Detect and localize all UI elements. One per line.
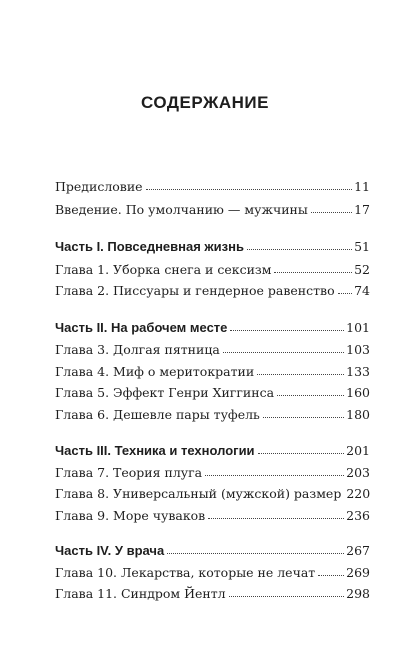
- toc-entry-page: 103: [346, 342, 370, 357]
- dot-leader: [318, 575, 344, 576]
- toc-entry-page: 133: [346, 364, 370, 379]
- toc-part-label: Часть III. Техника и технологии: [55, 443, 255, 458]
- toc-entry-label: Глава 5. Эффект Генри Хиггинса: [55, 385, 275, 400]
- toc-entry-chapter-10: [55, 558, 370, 580]
- toc-entry-page: 180: [346, 407, 370, 422]
- dot-leader: [338, 293, 352, 294]
- toc-entry-page: 17: [354, 202, 370, 217]
- toc-entry-label: Глава 7. Теория плуга: [55, 465, 203, 480]
- toc-entry-preface: [55, 172, 370, 194]
- toc-entry-chapter-11: [55, 579, 370, 601]
- toc-entry-label: Глава 2. Писсуары и гендерное равенство: [55, 283, 335, 298]
- toc-entry-label: Глава 11. Синдром Йентл: [55, 586, 226, 601]
- toc-entry-chapter-1: [55, 255, 370, 277]
- toc-entry-page: 52: [354, 262, 370, 277]
- dot-leader: [263, 417, 344, 418]
- toc-part-1: [55, 232, 370, 254]
- dot-leader: [277, 395, 344, 396]
- toc-entry-page: 101: [346, 320, 370, 335]
- toc-entry-page: 220: [346, 486, 371, 501]
- toc-entry-chapter-4: [55, 357, 370, 379]
- dot-leader: [229, 596, 345, 597]
- toc-entry-page: 298: [346, 586, 370, 601]
- toc-entry-page: 267: [346, 543, 370, 558]
- toc-part-label: Часть I. Повседневная жизнь: [55, 239, 244, 254]
- dot-leader: [146, 189, 353, 190]
- dot-leader: [258, 453, 345, 454]
- dot-leader: [247, 249, 352, 250]
- dot-leader: [167, 553, 344, 554]
- toc-entry-label: Глава 4. Миф о меритократии: [55, 364, 255, 379]
- toc-entry-chapter-7: [55, 458, 370, 480]
- toc-part-3: [55, 436, 370, 458]
- toc-entry-page: 236: [346, 508, 370, 523]
- toc-entry-label: Глава 10. Лекарства, которые не лечат: [55, 565, 316, 580]
- toc-entry-page: 51: [354, 239, 370, 254]
- dot-leader: [257, 374, 344, 375]
- dot-leader: [274, 272, 352, 273]
- toc-entry-label: Глава 1. Уборка снега и сексизм: [55, 262, 272, 277]
- toc-entry-introduction: [55, 195, 370, 217]
- dot-leader: [205, 475, 344, 476]
- dot-leader: [311, 212, 352, 213]
- dot-leader: [223, 352, 344, 353]
- toc-part-4: [55, 536, 370, 558]
- toc-entry-page: 160: [346, 385, 370, 400]
- toc-entry-label: Глава 6. Дешевле пары туфель: [55, 407, 260, 422]
- toc-part-2: [55, 313, 370, 335]
- toc-part-label: Часть IV. У врача: [55, 543, 165, 558]
- toc-entry-chapter-8: [55, 479, 370, 501]
- page-title: СОДЕРЖАНИЕ: [141, 93, 269, 112]
- toc-entry-chapter-6: [55, 400, 370, 422]
- toc-entry-page: 11: [354, 179, 370, 194]
- toc-entry-chapter-5: [55, 378, 370, 400]
- toc-entry-label: Предисловие: [55, 179, 143, 194]
- toc-entry-page: 74: [354, 283, 370, 298]
- dot-leader: [208, 518, 344, 519]
- dot-leader: [230, 330, 344, 331]
- toc-entry-label: Введение. По умолчанию — мужчины: [55, 202, 308, 217]
- toc-entry-chapter-2: [55, 276, 370, 298]
- toc-entry-label: Глава 9. Море чуваков: [55, 508, 206, 523]
- toc-entry-page: 269: [346, 565, 370, 580]
- toc-entry-page: 203: [346, 465, 370, 480]
- toc-entry-chapter-3: [55, 335, 370, 357]
- toc-part-label: Часть II. На рабочем месте: [55, 320, 228, 335]
- toc-entry-label: Глава 8. Универсальный (мужской) размер: [55, 486, 342, 501]
- toc-entry-chapter-9: [55, 501, 370, 523]
- toc-entry-page: 201: [346, 443, 370, 458]
- toc-entry-label: Глава 3. Долгая пятница: [55, 342, 220, 357]
